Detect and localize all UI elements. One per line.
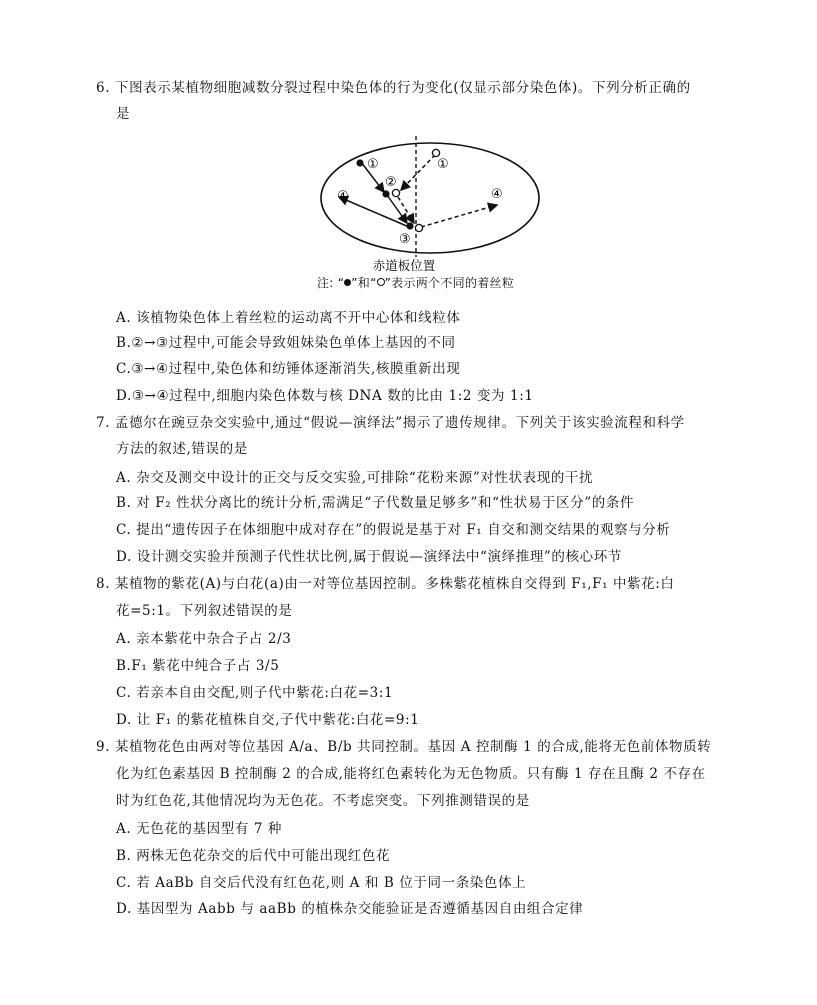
white-centromere: [392, 189, 399, 196]
q8-stem-line2: 花=5:1。下列叙述错误的是: [116, 603, 293, 619]
q7-stem-line1: 7. 孟德尔在豌豆杂交实验中,通过“假说—演绎法”揭示了遗传规律。下列关于该实验流程和科学: [96, 415, 685, 431]
q9-option-c: C. 若 AaBb 自交后代没有红色花,则 A 和 B 位于同一条染色体上: [116, 875, 527, 891]
label-1-right: ①: [437, 157, 449, 172]
label-1-left: ①: [367, 157, 379, 172]
q7-option-c: C. 提出“遗传因子在体细胞中成对存在”的假说是基于对 F₁ 自交和测交结果的观察与分析: [116, 522, 671, 538]
q6-option-a: A. 该植物染色体上着丝粒的运动离不开中心体和线粒体: [116, 310, 461, 326]
q6-option-d: D.③→④过程中,细胞内染色体数与核 DNA 数的比由 1:2 变为 1:1: [116, 388, 534, 404]
label-4-right: ④: [491, 187, 503, 202]
q7-stem-line2: 方法的叙述,错误的是: [116, 441, 248, 457]
figure-caption: 赤道板位置: [372, 258, 436, 273]
q6-stem-line1: 6. 下图表示某植物细胞减数分裂过程中染色体的行为变化(仅显示部分染色体)。下列分析正确的: [96, 80, 691, 96]
cell-outline: [321, 143, 539, 253]
q7-option-b: B. 对 F₂ 性状分离比的统计分析,需满足“子代数量足够多”和“性状易于区分”的条件: [116, 495, 635, 511]
label-3: ③: [399, 232, 411, 247]
q9-stem-line2: 化为红色素基因 B 控制酶 2 的合成,能将红色素转化为无色物质。只有酶 1 存在且酶 2 不存在: [116, 766, 706, 782]
q8-option-a: A. 亲本紫花中杂合子占 2/3: [116, 631, 292, 647]
q8-stem-line1: 8. 某植物的紫花(A)与白花(a)由一对等位基因控制。多株紫花植株自交得到 F₁,F₁ 中紫花:白: [96, 576, 675, 592]
white-dot-icon: [377, 278, 385, 286]
q8-option-b: B.F₁ 紫花中纯合子占 3/5: [116, 658, 280, 674]
label-4-left: ④: [337, 189, 349, 204]
q8-option-d: D. 让 F₁ 的紫花植株自交,子代中紫花:白花=9:1: [116, 712, 420, 728]
q9-option-d: D. 基因型为 Aabb 与 aaBb 的植株杂交能验证是否遵循基因自由组合定律: [116, 901, 584, 917]
q6-option-b: B.②→③过程中,可能会导致姐妹染色单体上基因的不同: [116, 335, 456, 351]
q8-option-c: C. 若亲本自由交配,则子代中紫花:白花=3:1: [116, 685, 394, 701]
q7-option-a: A. 杂交及测交中设计的正交与反交实验,可排除“花粉来源”对性状表现的干扰: [116, 470, 594, 486]
white-centromere: [432, 149, 439, 156]
white-centromere: [415, 224, 422, 231]
meiosis-diagram: [310, 130, 550, 295]
figure-note: 注: “ ”和“ ”表示两个不同的着丝粒: [317, 276, 515, 290]
q9-stem-line1: 9. 某植物花色由两对等位基因 A/a、B/b 共同控制。基因 A 控制酶 1 的合成,能将无色前体物质转: [96, 739, 712, 755]
q9-option-b: B. 两株无色花杂交的后代中可能出现红色花: [116, 848, 391, 864]
q7-option-d: D. 设计测交实验并预测子代性状比例,属于假说—演绎法中“演绎推理”的核心环节: [116, 549, 622, 565]
black-centromere: [406, 222, 413, 229]
q6-stem-line2: 是: [116, 106, 131, 122]
black-centromere: [382, 190, 389, 197]
label-2: ②: [385, 175, 397, 190]
q6-option-c: C.③→④过程中,染色体和纺锤体逐渐消失,核膜重新出现: [116, 361, 461, 377]
black-centromere: [356, 159, 363, 166]
q9-stem-line3: 时为红色花,其他情况均为无色花。不考虑突变。下列推测错误的是: [116, 793, 530, 809]
q9-option-a: A. 无色花的基因型有 7 种: [116, 821, 283, 837]
